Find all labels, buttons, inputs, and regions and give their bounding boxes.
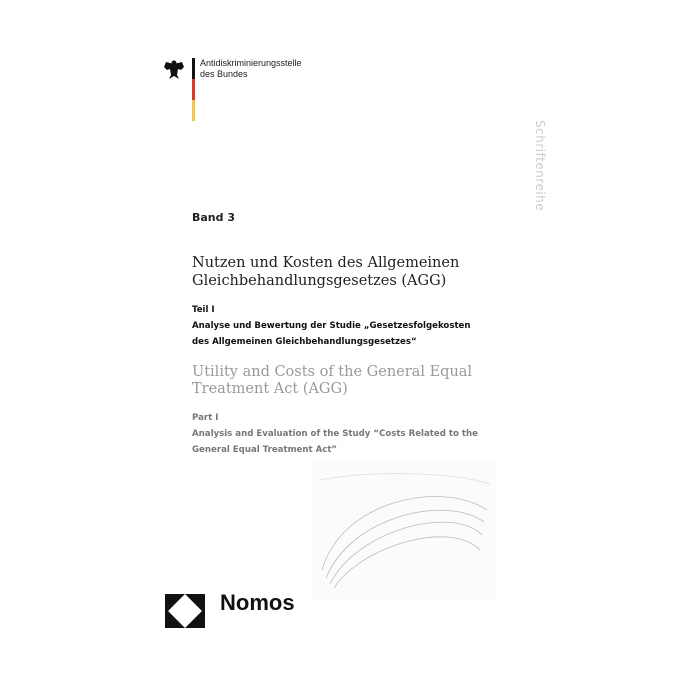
subtitle-german — [192, 302, 471, 350]
nomos-logo-icon — [165, 594, 205, 628]
federal-eagle-icon — [163, 58, 185, 80]
flag-bar-gold — [192, 100, 195, 121]
issuer-line: Antidiskriminierungsstelle — [200, 58, 302, 68]
part-label: Teil I — [192, 305, 215, 315]
volume-label: Band 3 — [192, 211, 235, 224]
flag-bar-red — [192, 79, 195, 100]
series-label: Schriftenreihe — [533, 120, 547, 212]
subtitle-line: des Allgemeinen Gleichbehandlungsgesetzes“ — [192, 337, 417, 347]
subtitle-line: Analyse und Bewertung der Studie „Gesetzesfolgekosten — [192, 321, 471, 331]
title-german — [192, 254, 459, 290]
sketch-illustration — [312, 460, 497, 600]
part-label: Part I — [192, 413, 219, 423]
title-line: Nutzen und Kosten des Allgemeinen — [192, 255, 460, 271]
title-line: Treatment Act (AGG) — [192, 381, 348, 397]
publisher-name: Nomos — [220, 590, 295, 615]
title-line: Gleichbehandlungsgesetzes (AGG) — [192, 273, 447, 289]
flag-bar-black — [192, 58, 195, 79]
subtitle-line: General Equal Treatment Act” — [192, 445, 338, 455]
title-english — [192, 364, 472, 398]
title-line: Utility and Costs of the General Equal — [192, 364, 473, 380]
subtitle-english — [192, 410, 478, 458]
issuer-line: des Bundes — [200, 69, 248, 79]
subtitle-line: Analysis and Evaluation of the Study “Costs Related to the — [192, 429, 478, 439]
issuer-name — [200, 58, 302, 80]
